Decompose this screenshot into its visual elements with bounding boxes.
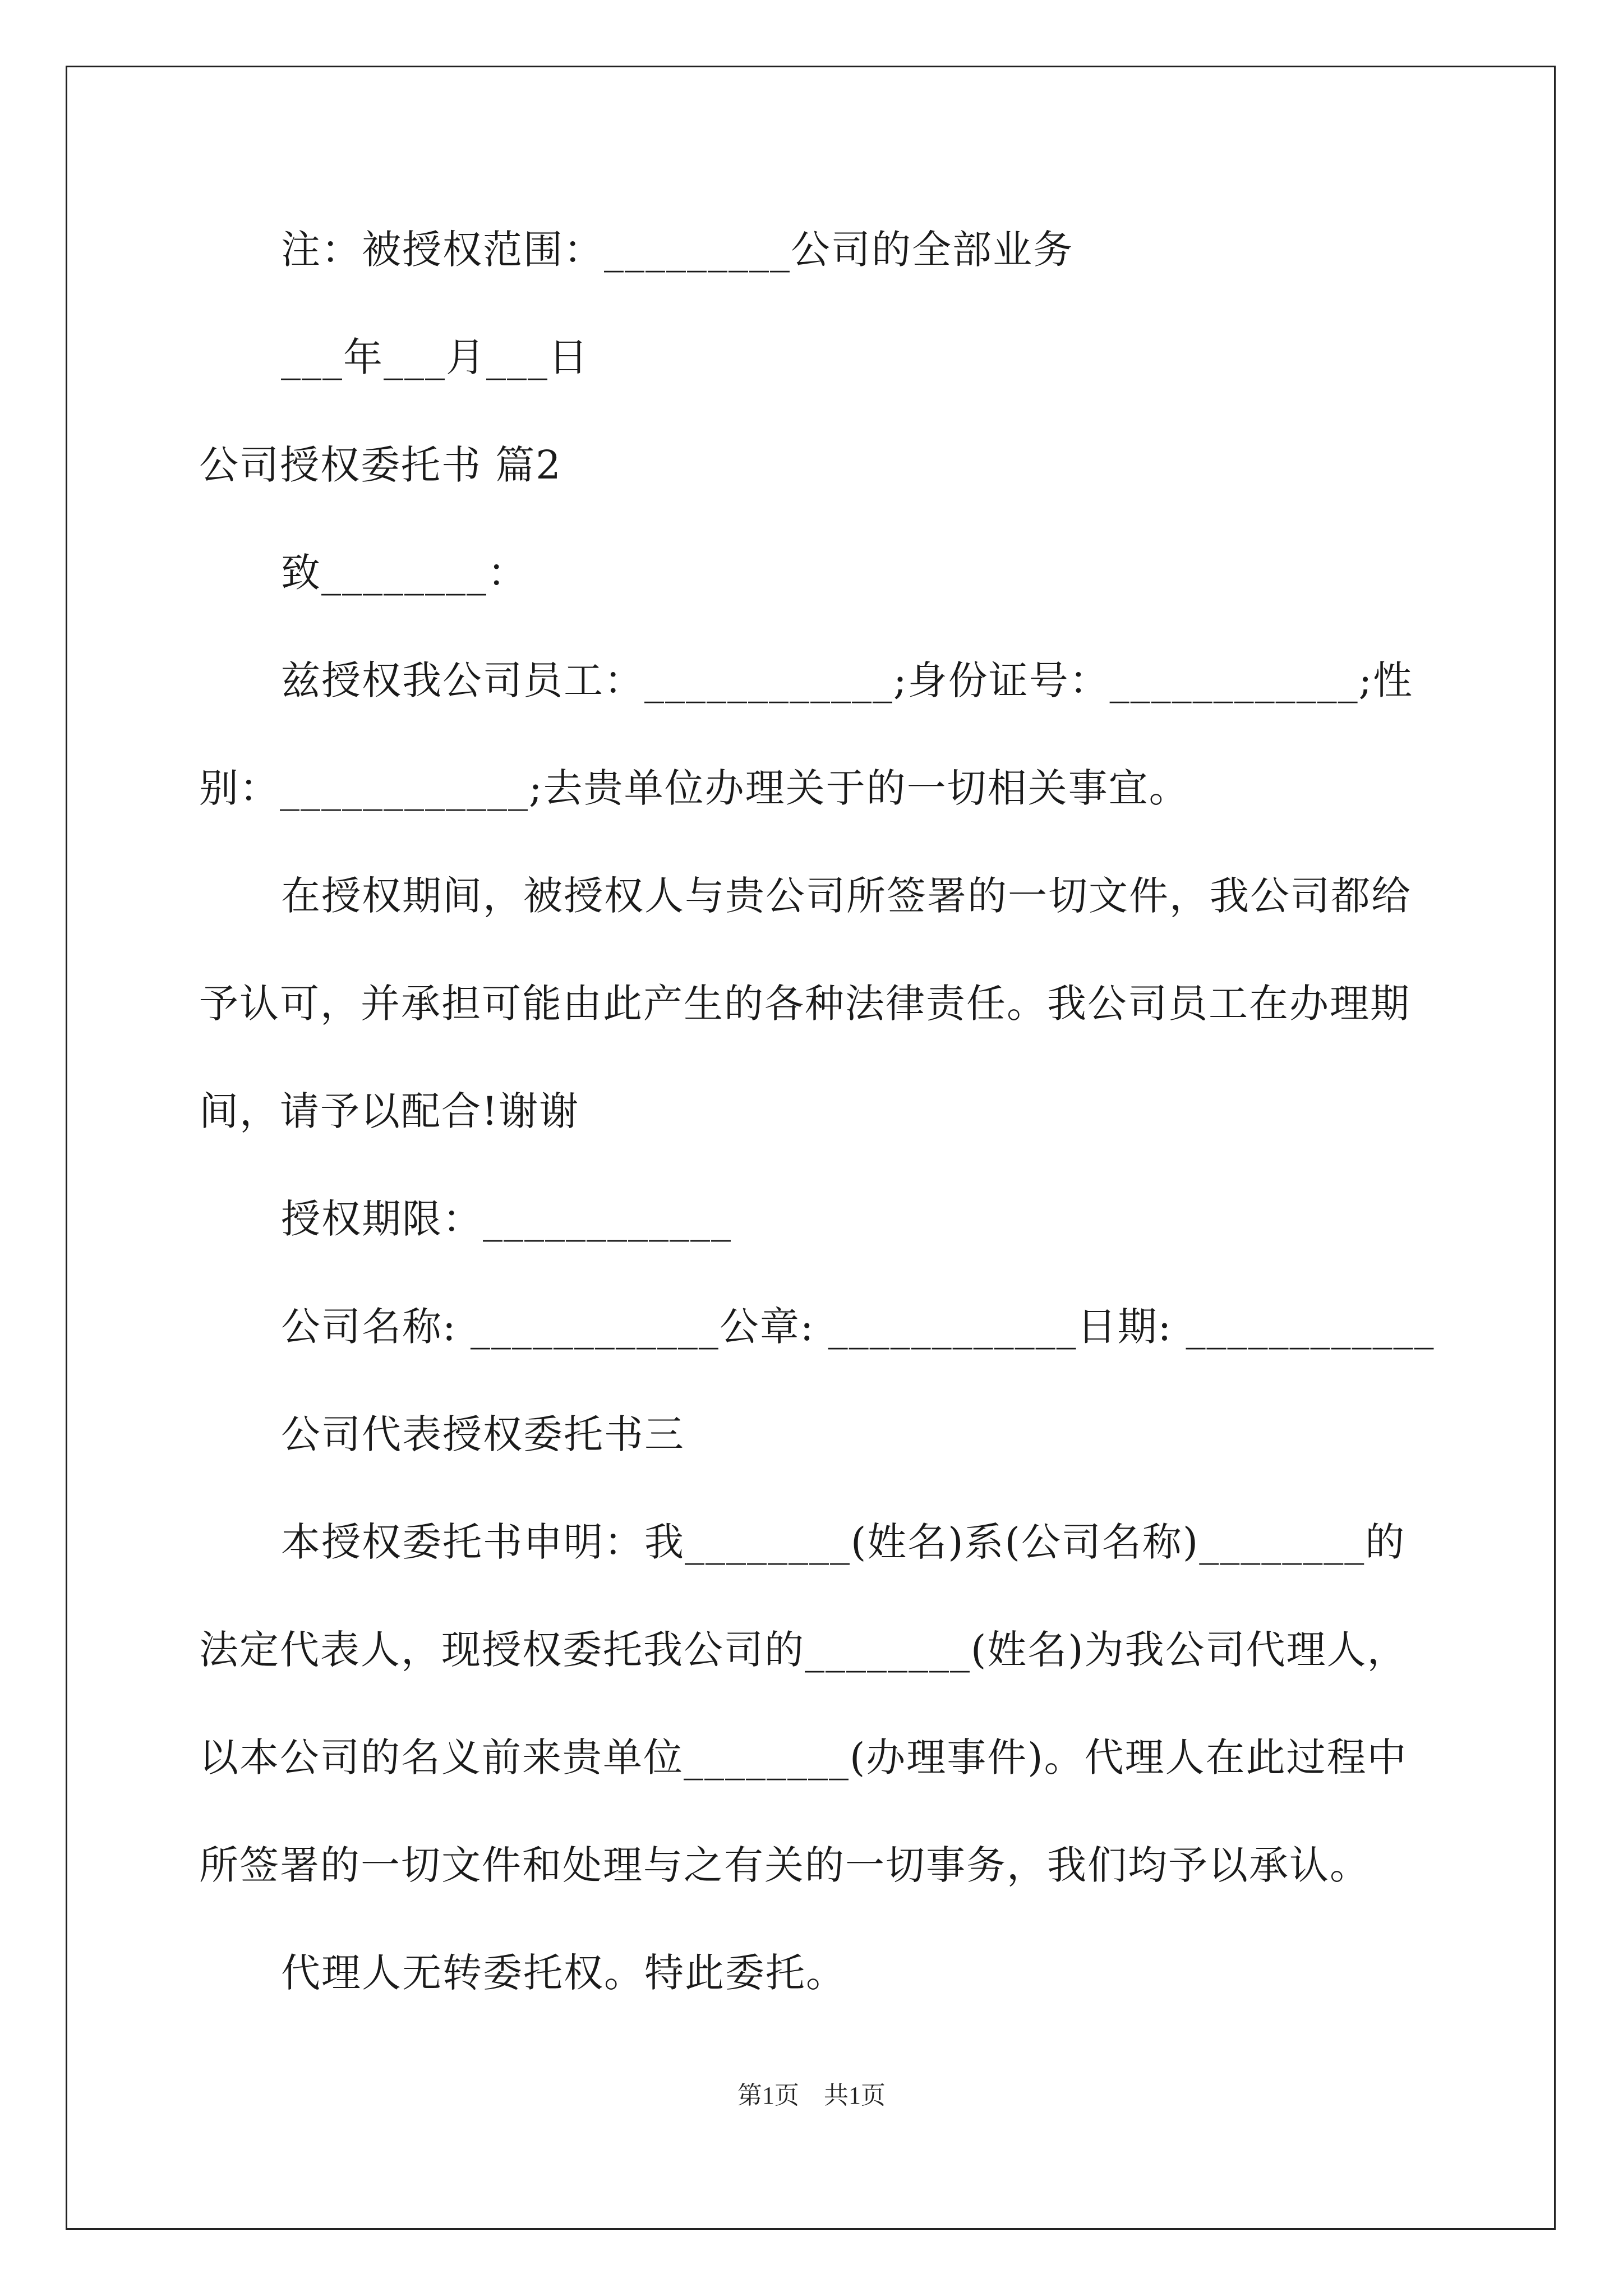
scope-note: 注：被授权范围：_________公司的全部业务 (281, 227, 1073, 273)
paragraph-line: 间，请予以配合!谢谢 (199, 1088, 580, 1134)
paragraph-line: 予认可，并承担可能由此产生的各种法律责任。我公司员工在办理期 (199, 981, 1410, 1027)
page-number-footer: 第1页 共1页 (737, 2082, 886, 2109)
paragraph-line: 法定代表人，现授权委托我公司的________(姓名)为我公司代理人， (199, 1627, 1408, 1673)
addressee: 致________： (281, 550, 528, 596)
date-blanks: ___年___月___日 (281, 334, 589, 380)
authorization-period: 授权期限：____________ (281, 1196, 732, 1242)
paragraph-line: 以本公司的名义前来贵单位________(办理事件)。代理人在此过程中 (199, 1734, 1408, 1780)
page-border (66, 66, 1556, 2230)
closing-statement: 代理人无转委托权。特此委托。 (281, 1950, 846, 1996)
company-signature-line: 公司名称: ____________公章: ____________日期: ____________ (281, 1304, 1435, 1350)
paragraph-line: 本授权委托书申明：我________(姓名)系(公司名称)________的 (281, 1519, 1406, 1565)
section-title-3: 公司代表授权委托书三 (281, 1411, 685, 1457)
paragraph-line: 在授权期间，被授权人与贵公司所签署的一切文件，我公司都给 (281, 873, 1412, 919)
section-title-2: 公司授权委托书 篇2 (199, 442, 562, 488)
paragraph-line: 所签署的一切文件和处理与之有关的一切事务，我们均予以承认。 (199, 1842, 1370, 1888)
paragraph-line: 兹授权我公司员工：____________;身份证号：____________;性 (281, 657, 1414, 703)
paragraph-line: 别：____________;去贵单位办理关于的一切相关事宜。 (199, 765, 1189, 811)
